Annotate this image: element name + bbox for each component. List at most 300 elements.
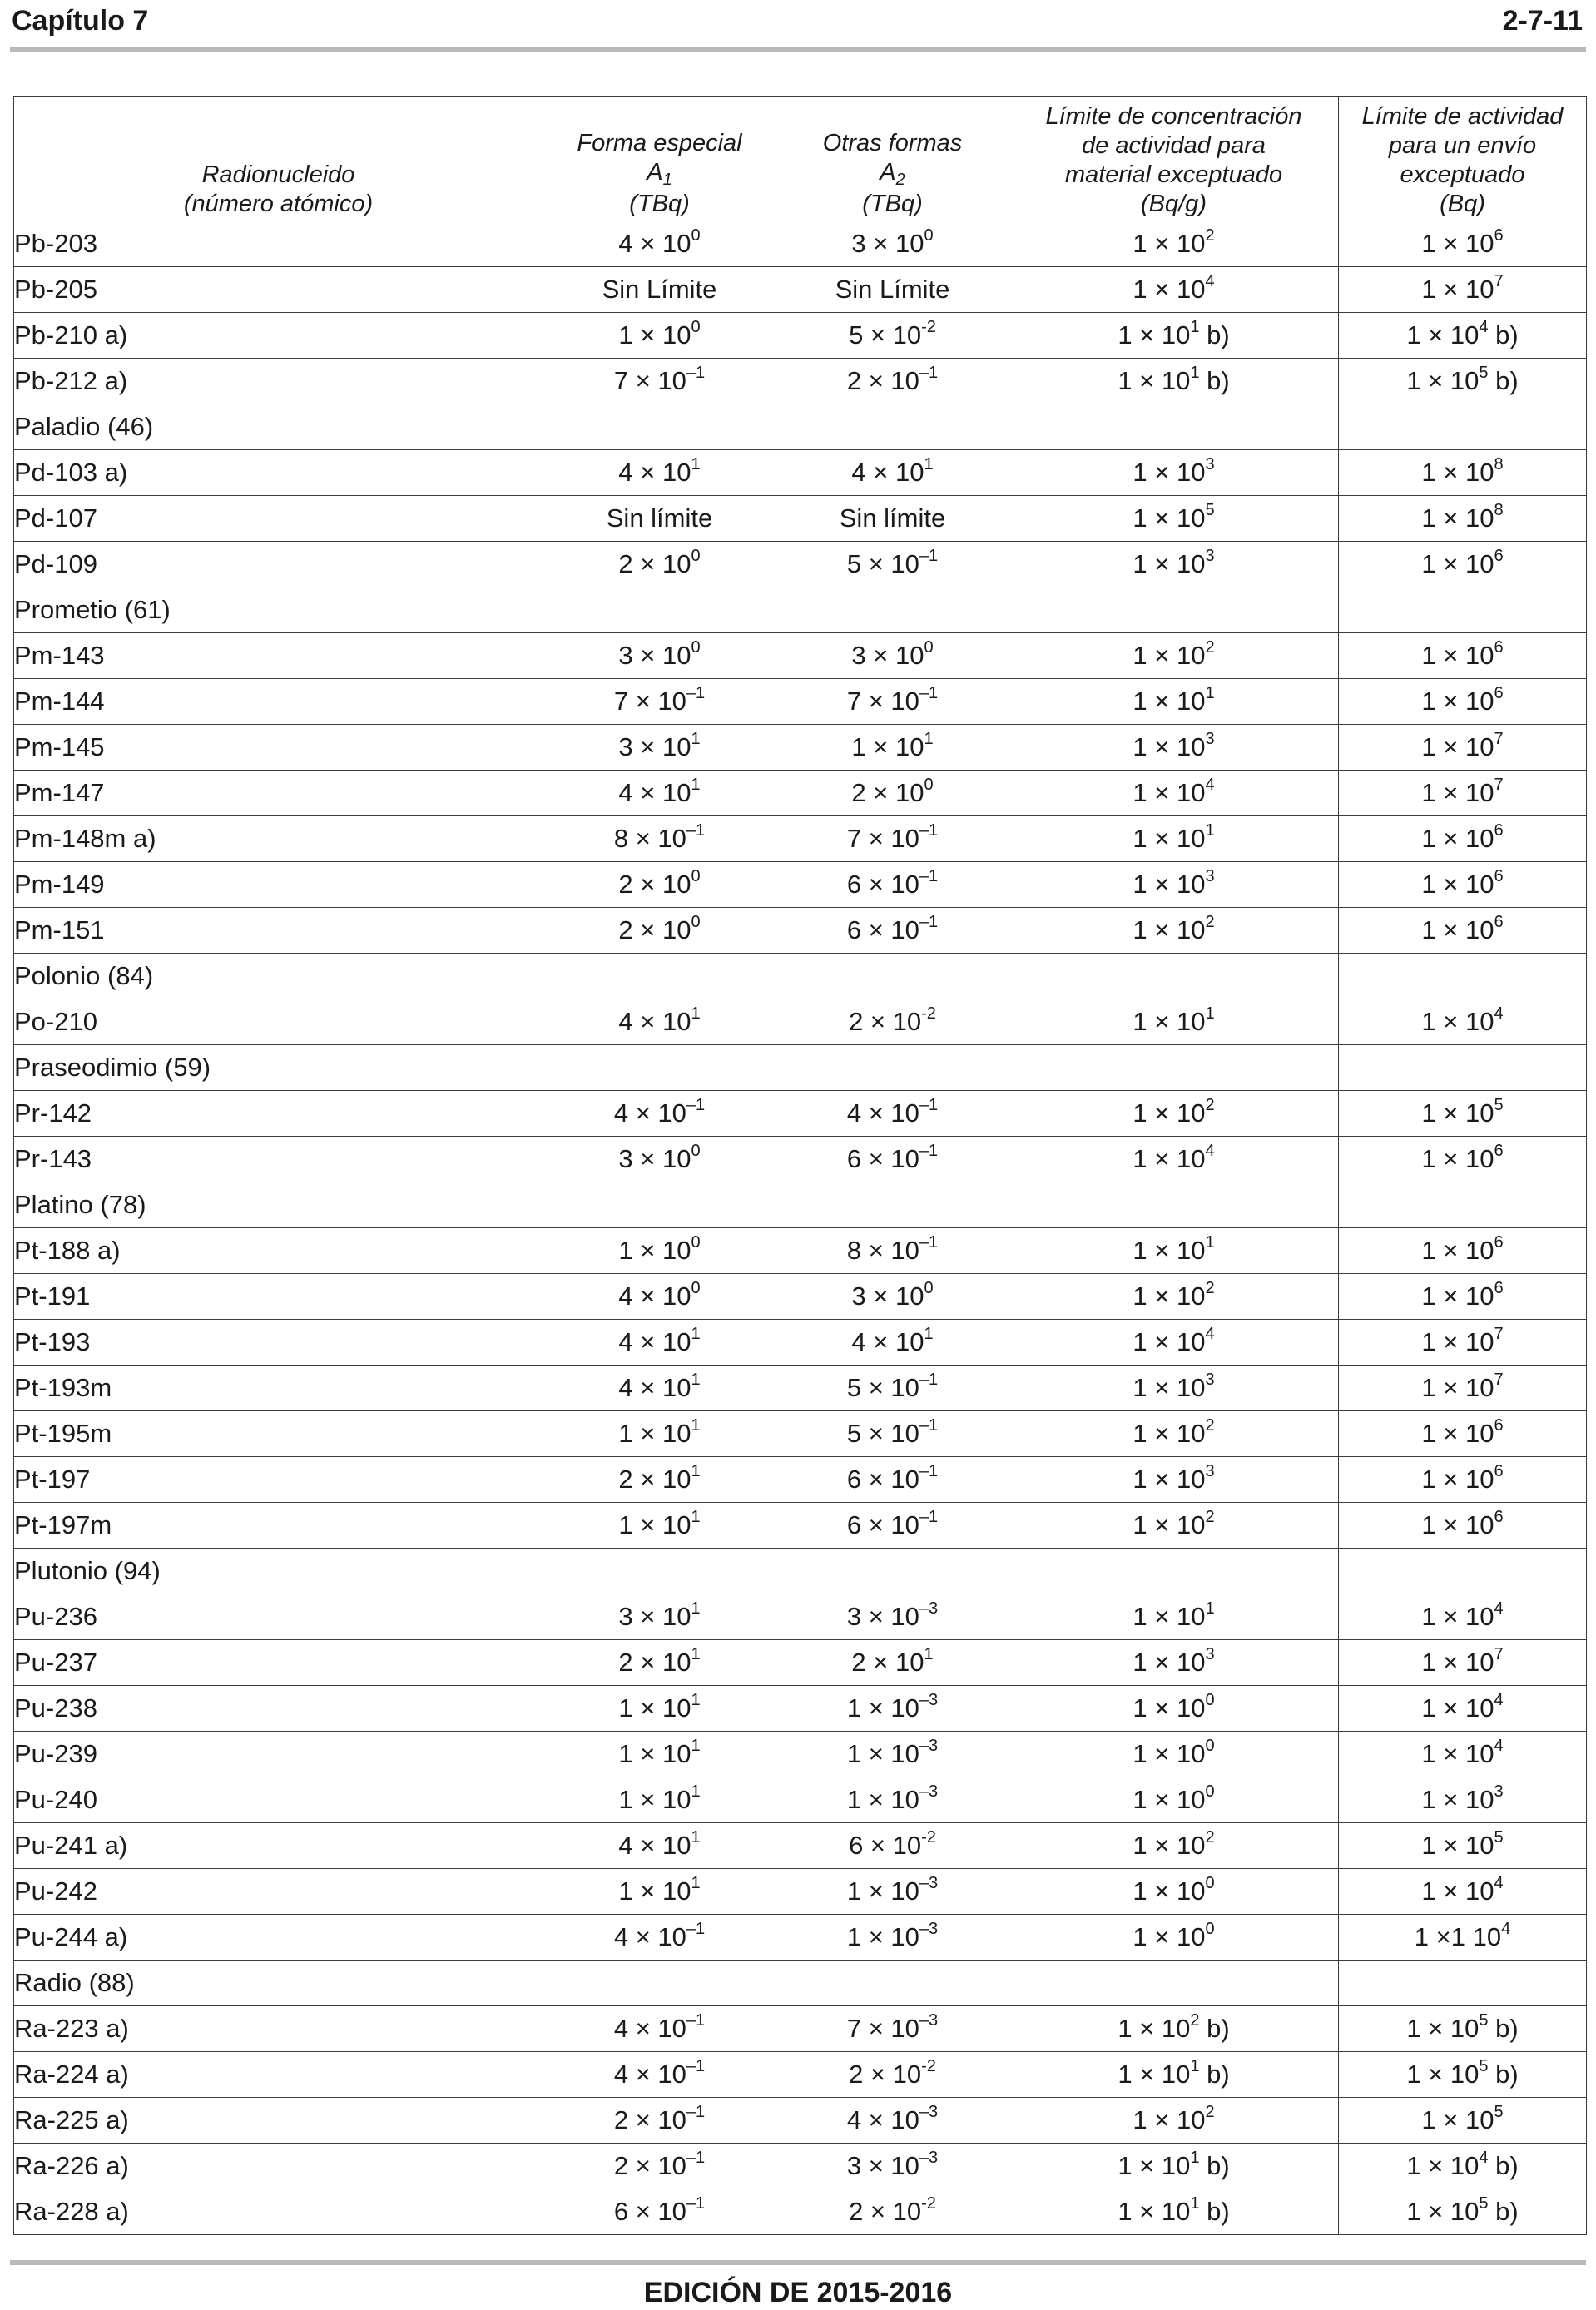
cell-a2: $1 \times 10^{-3}$ (776, 1777, 1009, 1823)
table-row (14, 1411, 1587, 1457)
cell-radionuclide: Prometio (61) (14, 587, 543, 633)
exponent: 3 (1205, 1462, 1215, 1480)
exponent: 0 (924, 1279, 934, 1297)
cell-concentration-limit: $1 \times 10^3$ (1009, 1366, 1339, 1411)
table-row (14, 1503, 1587, 1549)
header-line: de actividad para (1082, 132, 1266, 159)
cell-a2: $2 \times 10^{-2}$ (776, 999, 1009, 1045)
header-forma-especial (543, 97, 776, 221)
cell-radionuclide: Ra-223 a) (14, 2006, 543, 2052)
exponent: 6 (1494, 226, 1504, 245)
cell-a2 (776, 1549, 1009, 1594)
exponent: 5 (1479, 2194, 1489, 2213)
cell-radionuclide: Pb-203 (14, 221, 543, 267)
table-row (14, 587, 1587, 633)
table-row (14, 1320, 1587, 1366)
cell-a2: $6 \times 10^{-2}$ (776, 1823, 1009, 1869)
exponent: 0 (691, 318, 701, 336)
cell-consignment-limit: $1 \times 10^6$ (1339, 1137, 1587, 1182)
cell-consignment-limit: $1 \times 10^7$ (1339, 771, 1587, 816)
cell-radionuclide: Pu-238 (14, 1686, 543, 1732)
cell-concentration-limit: $1 \times 10^0$ (1009, 1915, 1339, 1961)
cell-concentration-limit: $1 \times 10^2$ (1009, 633, 1339, 679)
table-row (14, 1732, 1587, 1777)
exponent: 0 (1205, 1874, 1215, 1892)
cell-a1: $7 \times 10^{-1}$ (543, 359, 776, 404)
cell-a1: Sin Límite (543, 267, 776, 313)
exponent: 6 (1494, 1508, 1504, 1526)
exponent: 2 (1205, 1508, 1215, 1526)
exponent: 5 (1479, 364, 1489, 382)
exponent: 0 (691, 638, 701, 657)
cell-a1: $4 \times 10^1$ (543, 1366, 776, 1411)
cell-a2: Sin Límite (776, 267, 1009, 313)
cell-concentration-limit: $1 \times 10^3$ (1009, 725, 1339, 771)
exponent: 1 (924, 1325, 934, 1343)
header-symbol: A (647, 159, 663, 186)
exponent: 4 (1494, 1874, 1504, 1892)
cell-concentration-limit: $1 \times 10^0$ (1009, 1869, 1339, 1915)
cell-a1: $4 \times 10^0$ (543, 1274, 776, 1320)
cell-consignment-limit: $1 \times 10^4$ (1339, 1594, 1587, 1640)
exponent: –3 (919, 2011, 939, 2030)
cell-radionuclide: Plutonio (94) (14, 1549, 543, 1594)
exponent: 4 (1205, 1142, 1215, 1160)
cell-concentration-limit: $1 \times 10^1$ b) (1009, 2144, 1339, 2189)
cell-consignment-limit: $1 \times 10^6$ (1339, 908, 1587, 954)
cell-a1: $4 \times 10^{-1}$ (543, 1091, 776, 1137)
cell-consignment-limit: $1 \times 10^3$ (1339, 1777, 1587, 1823)
cell-radionuclide: Pt-197m (14, 1503, 543, 1549)
exponent: 0 (691, 1279, 701, 1297)
exponent: –1 (686, 821, 706, 840)
cell-a1 (543, 587, 776, 633)
cell-consignment-limit: $1 \times 10^5$ (1339, 2098, 1587, 2144)
header-line: (Bq) (1440, 191, 1485, 217)
table-row (14, 725, 1587, 771)
exponent: 4 (1494, 1691, 1504, 1709)
header-line (776, 158, 1009, 190)
cell-radionuclide: Paladio (46) (14, 404, 543, 450)
exponent: 2 (1205, 2103, 1215, 2121)
cell-a1: $1 \times 10^1$ (543, 1503, 776, 1549)
cell-radionuclide: Pt-191 (14, 1274, 543, 1320)
cell-a2: $6 \times 10^{-1}$ (776, 1457, 1009, 1503)
header-subscript: 1 (662, 171, 672, 189)
cell-consignment-limit: $1 \times 10^4$ (1339, 1686, 1587, 1732)
cell-concentration-limit (1009, 1045, 1339, 1091)
cell-concentration-limit: $1 \times 10^5$ (1009, 496, 1339, 542)
cell-a2 (776, 954, 1009, 999)
cell-concentration-limit: $1 \times 10^3$ (1009, 1457, 1339, 1503)
exponent: 1 (1190, 2149, 1200, 2167)
cell-concentration-limit: $1 \times 10^0$ (1009, 1777, 1339, 1823)
cell-a1: $2 \times 10^1$ (543, 1457, 776, 1503)
exponent: 0 (924, 638, 934, 657)
cell-a2 (776, 1182, 1009, 1228)
cell-radionuclide: Pd-109 (14, 542, 543, 587)
cell-radionuclide: Pr-143 (14, 1137, 543, 1182)
cell-radionuclide: Pu-241 a) (14, 1823, 543, 1869)
exponent: –3 (919, 1737, 939, 1755)
table-row (14, 816, 1587, 862)
exponent: 2 (1205, 1279, 1215, 1297)
cell-concentration-limit (1009, 1182, 1339, 1228)
cell-a2: $7 \times 10^{-1}$ (776, 816, 1009, 862)
cell-a1 (543, 1045, 776, 1091)
cell-a2: $4 \times 10^1$ (776, 450, 1009, 496)
table-row (14, 1274, 1587, 1320)
exponent: 1 (1205, 1599, 1215, 1618)
cell-a2: $4 \times 10^{-1}$ (776, 1091, 1009, 1137)
header-limite-actividad (1339, 97, 1587, 221)
cell-consignment-limit (1339, 404, 1587, 450)
header-line: Otras formas (822, 130, 963, 156)
cell-a1: $4 \times 10^{-1}$ (543, 2052, 776, 2098)
exponent: –1 (919, 821, 939, 840)
cell-a1 (543, 954, 776, 999)
page-number: 2-7-11 (1502, 5, 1583, 37)
cell-concentration-limit (1009, 1549, 1339, 1594)
cell-a2: $1 \times 10^{-3}$ (776, 1732, 1009, 1777)
exponent: 0 (924, 226, 934, 245)
cell-a1: $4 \times 10^1$ (543, 1823, 776, 1869)
cell-radionuclide: Pu-240 (14, 1777, 543, 1823)
exponent: 1 (691, 1737, 701, 1755)
table-row (14, 1777, 1587, 1823)
cell-a1: $4 \times 10^1$ (543, 771, 776, 816)
exponent: –1 (686, 2011, 706, 2030)
cell-concentration-limit: $1 \times 10^3$ (1009, 450, 1339, 496)
exponent: –1 (919, 547, 939, 565)
header-radionucleido (14, 97, 543, 221)
exponent: –3 (919, 1874, 939, 1892)
exponent: 2 (1205, 1416, 1215, 1435)
exponent: 4 (1494, 1737, 1504, 1755)
exponent: –1 (919, 364, 939, 382)
exponent: 1 (691, 1599, 701, 1618)
table-header-row (14, 97, 1587, 221)
exponent: –1 (919, 1462, 939, 1480)
exponent: 3 (1205, 1645, 1215, 1663)
exponent: 6 (1494, 547, 1504, 565)
exponent: –1 (686, 1920, 706, 1938)
cell-radionuclide: Pd-107 (14, 496, 543, 542)
table-row (14, 862, 1587, 908)
exponent: 5 (1494, 1828, 1504, 1847)
exponent: 6 (1494, 913, 1504, 931)
cell-a2: $2 \times 10^{-1}$ (776, 359, 1009, 404)
exponent: 4 (1501, 1920, 1511, 1938)
header-symbol: A (880, 159, 896, 186)
table-row (14, 313, 1587, 359)
cell-consignment-limit: $1 \times 10^5$ b) (1339, 2006, 1587, 2052)
table-row (14, 908, 1587, 954)
exponent: –3 (919, 1691, 939, 1709)
cell-consignment-limit: $1 \times 10^6$ (1339, 1503, 1587, 1549)
exponent: 1 (691, 1325, 701, 1343)
exponent: 0 (1205, 1920, 1215, 1938)
cell-a2: $6 \times 10^{-1}$ (776, 908, 1009, 954)
exponent: 0 (691, 913, 701, 931)
table-body (14, 221, 1587, 2235)
cell-consignment-limit (1339, 1045, 1587, 1091)
header-line: Radionucleido (201, 161, 355, 188)
cell-consignment-limit: $1 \times 10^7$ (1339, 1640, 1587, 1686)
table-row (14, 2144, 1587, 2189)
cell-consignment-limit: $1 \times 10^6$ (1339, 221, 1587, 267)
cell-consignment-limit: $1 \times 10^6$ (1339, 816, 1587, 862)
exponent: –1 (919, 867, 939, 885)
exponent: 4 (1205, 1325, 1215, 1343)
cell-concentration-limit: $1 \times 10^4$ (1009, 1137, 1339, 1182)
cell-consignment-limit: $1 \times 10^4$ (1339, 1869, 1587, 1915)
header-line: material exceptuado (1064, 161, 1283, 188)
exponent: 1 (1205, 1233, 1215, 1252)
table-row (14, 542, 1587, 587)
cell-concentration-limit: $1 \times 10^2$ (1009, 2098, 1339, 2144)
cell-consignment-limit (1339, 1961, 1587, 2006)
exponent: –1 (919, 1508, 939, 1526)
exponent: 4 (1205, 776, 1215, 794)
exponent: 7 (1494, 730, 1504, 748)
table-row (14, 2189, 1587, 2235)
exponent: –3 (919, 1920, 939, 1938)
cell-a1: $2 \times 10^0$ (543, 908, 776, 954)
cell-radionuclide: Pm-149 (14, 862, 543, 908)
cell-concentration-limit: $1 \times 10^4$ (1009, 771, 1339, 816)
exponent: 1 (691, 1828, 701, 1847)
exponent: 2 (1205, 913, 1215, 931)
header-line: (TBq) (629, 191, 690, 217)
table-row (14, 633, 1587, 679)
exponent: –1 (919, 1416, 939, 1435)
cell-consignment-limit: 1 ×1 $10^4$ (1339, 1915, 1587, 1961)
exponent: 1 (691, 1782, 701, 1801)
exponent: 1 (691, 776, 701, 794)
cell-a2: $7 \times 10^{-1}$ (776, 679, 1009, 725)
exponent: –1 (686, 2194, 706, 2213)
cell-concentration-limit: $1 \times 10^2$ (1009, 1091, 1339, 1137)
exponent: 1 (924, 455, 934, 473)
cell-a2: Sin límite (776, 496, 1009, 542)
exponent: 0 (691, 547, 701, 565)
table-row (14, 771, 1587, 816)
exponent: 1 (924, 730, 934, 748)
table-row (14, 404, 1587, 450)
cell-a2: $6 \times 10^{-1}$ (776, 862, 1009, 908)
exponent: 6 (1494, 684, 1504, 702)
table-row (14, 1045, 1587, 1091)
exponent: –3 (919, 1782, 939, 1801)
exponent: 3 (1205, 867, 1215, 885)
header-line: exceptuado (1400, 161, 1525, 188)
exponent: –1 (686, 2149, 706, 2167)
exponent: 1 (1205, 821, 1215, 840)
top-divider (10, 47, 1586, 52)
cell-a1: $4 \times 10^1$ (543, 999, 776, 1045)
cell-concentration-limit: $1 \times 10^2$ (1009, 1823, 1339, 1869)
exponent: 8 (1494, 501, 1504, 519)
exponent: 3 (1205, 730, 1215, 748)
radionuclide-table (13, 96, 1587, 2235)
cell-consignment-limit: $1 \times 10^6$ (1339, 542, 1587, 587)
table-row (14, 2098, 1587, 2144)
exponent: 4 (1479, 2149, 1489, 2167)
cell-a1: $3 \times 10^1$ (543, 1594, 776, 1640)
cell-consignment-limit (1339, 1549, 1587, 1594)
cell-consignment-limit: $1 \times 10^8$ (1339, 450, 1587, 496)
cell-a2: $5 \times 10^{-1}$ (776, 542, 1009, 587)
exponent: –1 (686, 2057, 706, 2075)
chapter-title: Capítulo 7 (12, 5, 149, 37)
exponent: 6 (1494, 1233, 1504, 1252)
cell-radionuclide: Platino (78) (14, 1182, 543, 1228)
cell-a1: $1 \times 10^1$ (543, 1732, 776, 1777)
table-row (14, 1137, 1587, 1182)
cell-radionuclide: Pb-212 a) (14, 359, 543, 404)
cell-a1: $7 \times 10^{-1}$ (543, 679, 776, 725)
cell-a2: $5 \times 10^{-1}$ (776, 1411, 1009, 1457)
cell-radionuclide: Pu-242 (14, 1869, 543, 1915)
exponent: 2 (1205, 1828, 1215, 1847)
cell-consignment-limit: $1 \times 10^7$ (1339, 1366, 1587, 1411)
table-row (14, 679, 1587, 725)
table-row (14, 1457, 1587, 1503)
cell-consignment-limit: $1 \times 10^7$ (1339, 1320, 1587, 1366)
cell-a2: $7 \times 10^{-3}$ (776, 2006, 1009, 2052)
exponent: –1 (919, 1142, 939, 1160)
cell-consignment-limit (1339, 1182, 1587, 1228)
cell-a2: $5 \times 10^{-2}$ (776, 313, 1009, 359)
exponent: 5 (1494, 2103, 1504, 2121)
cell-concentration-limit: $1 \times 10^0$ (1009, 1686, 1339, 1732)
exponent: 1 (691, 1004, 701, 1023)
cell-concentration-limit: $1 \times 10^2$ (1009, 221, 1339, 267)
cell-consignment-limit: $1 \times 10^5$ b) (1339, 2052, 1587, 2098)
exponent: 7 (1494, 1325, 1504, 1343)
cell-a2 (776, 404, 1009, 450)
exponent: 3 (1494, 1782, 1504, 1801)
cell-a2 (776, 587, 1009, 633)
cell-a1: $1 \times 10^1$ (543, 1686, 776, 1732)
exponent: 4 (1205, 272, 1215, 290)
exponent: 2 (1205, 1096, 1215, 1114)
cell-radionuclide: Pm-144 (14, 679, 543, 725)
exponent: 1 (691, 1874, 701, 1892)
table-row (14, 267, 1587, 313)
exponent: –1 (919, 1233, 939, 1252)
cell-a2: $6 \times 10^{-1}$ (776, 1503, 1009, 1549)
exponent: 0 (1205, 1691, 1215, 1709)
exponent: 0 (924, 776, 934, 794)
cell-concentration-limit: $1 \times 10^1$ b) (1009, 359, 1339, 404)
cell-a1: $1 \times 10^1$ (543, 1869, 776, 1915)
cell-concentration-limit (1009, 1961, 1339, 2006)
cell-a1: $4 \times 10^{-1}$ (543, 2006, 776, 2052)
cell-radionuclide: Pt-193m (14, 1366, 543, 1411)
cell-concentration-limit: $1 \times 10^4$ (1009, 1320, 1339, 1366)
exponent: 6 (1494, 1416, 1504, 1435)
cell-consignment-limit: $1 \times 10^7$ (1339, 725, 1587, 771)
table-row (14, 496, 1587, 542)
cell-a1: $1 \times 10^0$ (543, 313, 776, 359)
cell-concentration-limit: $1 \times 10^2$ (1009, 1274, 1339, 1320)
exponent: 0 (1205, 1782, 1215, 1801)
exponent: 2 (1205, 638, 1215, 657)
cell-radionuclide: Pt-197 (14, 1457, 543, 1503)
exponent: –1 (686, 2103, 706, 2121)
exponent: –1 (919, 1371, 939, 1389)
cell-consignment-limit: $1 \times 10^6$ (1339, 633, 1587, 679)
cell-concentration-limit: $1 \times 10^1$ (1009, 1228, 1339, 1274)
cell-a2: $1 \times 10^{-3}$ (776, 1686, 1009, 1732)
exponent: 1 (691, 1508, 701, 1526)
cell-concentration-limit: $1 \times 10^2$ (1009, 908, 1339, 954)
cell-a1: $8 \times 10^{-1}$ (543, 816, 776, 862)
exponent: 1 (691, 1645, 701, 1663)
cell-concentration-limit: $1 \times 10^2$ (1009, 1411, 1339, 1457)
exponent: 2 (1205, 226, 1215, 245)
header-line: (Bq/g) (1141, 191, 1207, 217)
exponent: 7 (1494, 1645, 1504, 1663)
exponent: 4 (1479, 318, 1489, 336)
exponent: –1 (686, 1096, 706, 1114)
cell-radionuclide: Pu-237 (14, 1640, 543, 1686)
cell-radionuclide: Pb-205 (14, 267, 543, 313)
cell-a2: $3 \times 10^{-3}$ (776, 1594, 1009, 1640)
exponent: 1 (1190, 2194, 1200, 2213)
edition-footer: EDICIÓN DE 2015-2016 (643, 2277, 953, 2308)
table-row (14, 1594, 1587, 1640)
cell-a2: $2 \times 10^{-2}$ (776, 2052, 1009, 2098)
cell-consignment-limit: $1 \times 10^8$ (1339, 496, 1587, 542)
exponent: 7 (1494, 1371, 1504, 1389)
exponent: 3 (1205, 547, 1215, 565)
cell-radionuclide: Pt-188 a) (14, 1228, 543, 1274)
cell-consignment-limit: $1 \times 10^5$ b) (1339, 2189, 1587, 2235)
cell-concentration-limit: $1 \times 10^1$ (1009, 1594, 1339, 1640)
exponent: 0 (1205, 1737, 1215, 1755)
exponent: 6 (1494, 821, 1504, 840)
table-row (14, 221, 1587, 267)
cell-radionuclide: Pb-210 a) (14, 313, 543, 359)
header-line: (número atómico) (183, 191, 374, 217)
exponent: 1 (924, 1645, 934, 1663)
exponent: 6 (1494, 1279, 1504, 1297)
header-subscript: 2 (895, 171, 905, 189)
cell-consignment-limit: $1 \times 10^6$ (1339, 862, 1587, 908)
cell-consignment-limit: $1 \times 10^6$ (1339, 679, 1587, 725)
header-line: Límite de concentración (1045, 103, 1302, 130)
cell-radionuclide: Ra-228 a) (14, 2189, 543, 2235)
exponent: –3 (919, 2149, 939, 2167)
cell-a1: $4 \times 10^1$ (543, 450, 776, 496)
table-row (14, 1640, 1587, 1686)
cell-a2: $4 \times 10^1$ (776, 1320, 1009, 1366)
exponent: –3 (919, 2103, 939, 2121)
cell-a1 (543, 1549, 776, 1594)
exponent: –1 (919, 913, 939, 931)
exponent: 1 (1205, 1004, 1215, 1023)
table-row (14, 2052, 1587, 2098)
cell-consignment-limit: $1 \times 10^4$ (1339, 1732, 1587, 1777)
exponent: 6 (1494, 1462, 1504, 1480)
header-line (543, 158, 776, 190)
cell-consignment-limit: $1 \times 10^7$ (1339, 267, 1587, 313)
exponent: 0 (691, 226, 701, 245)
exponent: 1 (1190, 364, 1200, 382)
